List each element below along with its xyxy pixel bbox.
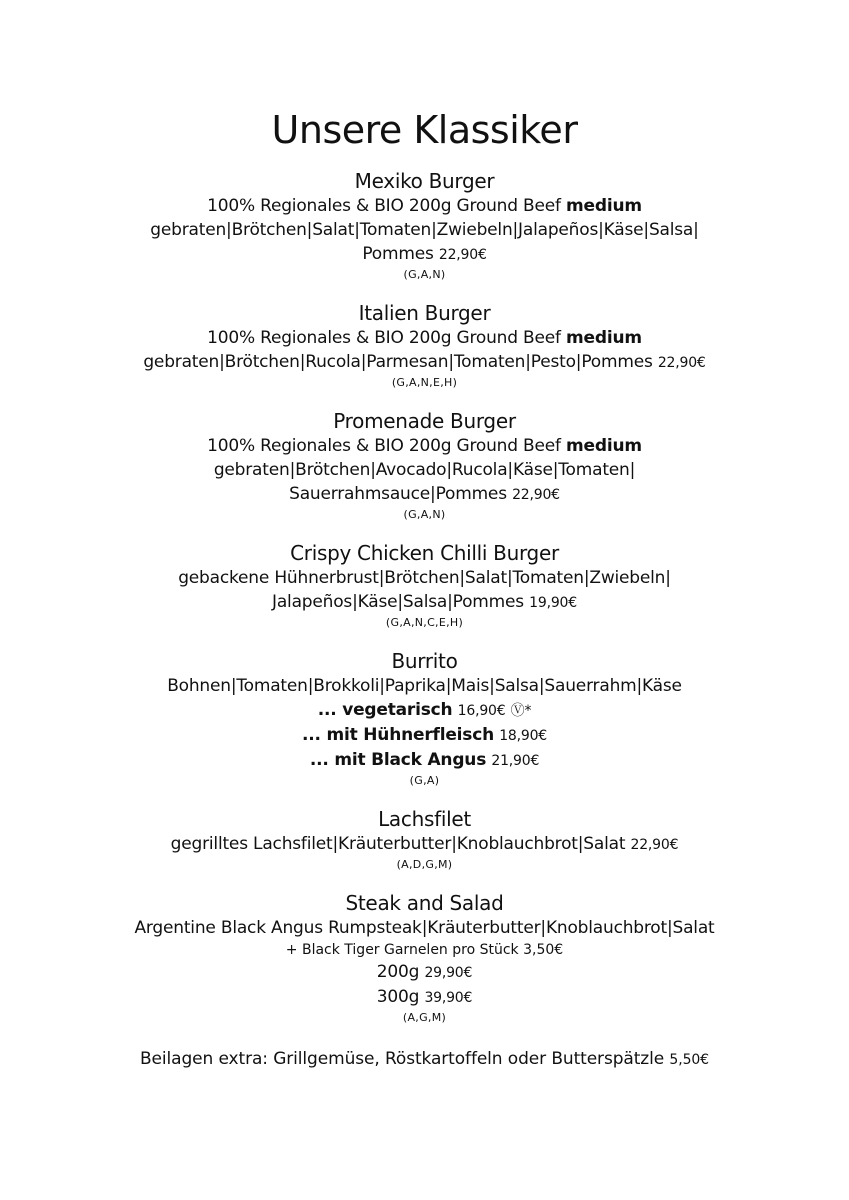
- item-price: 22,90€: [630, 837, 679, 853]
- vegan-icon: Ⓥ*: [510, 703, 532, 719]
- item-allergens: (G,A,N): [403, 508, 446, 521]
- item-description: gebraten|Brötchen|Avocado|Rucola|Käse|Tomaten|: [213, 460, 636, 480]
- item-allergens: (G,A,N): [403, 268, 446, 281]
- item-price: 29,90€: [424, 965, 473, 981]
- sides-footer: Beilagen extra: Grillgemüse, Röstkartoffeln oder Butterspätzle 5,50€: [139, 1049, 709, 1069]
- item-description: Jalapeños|Käse|Salsa|Pommes 19,90€: [272, 592, 577, 612]
- menu-item-lachsfilet: [0, 806, 849, 872]
- item-price: 22,90€: [512, 487, 560, 503]
- item-description: Argentine Black Angus Rumpsteak|Kräuterbutter|Knoblauchbrot|Salat: [134, 918, 715, 938]
- item-name: Burrito: [391, 649, 458, 673]
- item-extra: + Black Tiger Garnelen pro Stück 3,50€: [285, 942, 564, 958]
- menu-item-steak-and-salad: [0, 890, 849, 1025]
- steak-size-300g: 300g 39,90€: [376, 987, 473, 1007]
- item-allergens: (A,D,G,M): [396, 858, 453, 871]
- menu-item-promenade-burger: [0, 408, 849, 522]
- burrito-option-black-angus: ... mit Black Angus 21,90€: [309, 750, 540, 770]
- menu-item-burrito: [0, 648, 849, 788]
- burrito-option-vegetarisch: ... vegetarisch 16,90€ Ⓥ*: [317, 700, 532, 720]
- item-price: 22,90€: [657, 355, 706, 371]
- item-name: Crispy Chicken Chilli Burger: [290, 541, 559, 565]
- item-description: 100% Regionales & BIO 200g Ground Beef medium: [207, 328, 642, 348]
- page-title: Unsere Klassiker: [271, 108, 578, 152]
- item-price: 21,90€: [491, 753, 540, 769]
- menu-item-italien-burger: [0, 300, 849, 390]
- burrito-option-huehnerfleisch: ... mit Hühnerfleisch 18,90€: [301, 725, 548, 745]
- item-description: gebackene Hühnerbrust|Brötchen|Salat|Tomaten|Zwiebeln|: [178, 568, 671, 588]
- item-allergens: (G,A,N,C,E,H): [385, 616, 464, 629]
- item-description: Sauerrahmsauce|Pommes 22,90€: [289, 484, 560, 504]
- item-name: Promenade Burger: [333, 409, 516, 433]
- item-description: gebraten|Brötchen|Salat|Tomaten|Zwiebeln|Jalapeños|Käse|Salsa|: [150, 220, 699, 240]
- item-allergens: (G,A,N,E,H): [391, 376, 458, 389]
- item-description: Bohnen|Tomaten|Brokkoli|Paprika|Mais|Salsa|Sauerrahm|Käse: [167, 676, 682, 696]
- item-name: Mexiko Burger: [354, 169, 495, 193]
- item-price: 39,90€: [424, 990, 473, 1006]
- item-description: 100% Regionales & BIO 200g Ground Beef medium: [207, 196, 642, 216]
- item-name: Steak and Salad: [345, 891, 504, 915]
- item-allergens: (A,G,M): [402, 1011, 447, 1024]
- item-price: 22,90€: [438, 247, 487, 263]
- item-price: 16,90€: [457, 703, 506, 719]
- item-description: gebraten|Brötchen|Rucola|Parmesan|Tomaten|Pesto|Pommes 22,90€: [143, 352, 706, 372]
- item-description: gegrilltes Lachsfilet|Kräuterbutter|Knoblauchbrot|Salat 22,90€: [170, 834, 679, 854]
- item-allergens: (G,A): [409, 774, 440, 787]
- menu-item-crispy-chicken-chilli-burger: [0, 540, 849, 630]
- menu-item-mexiko-burger: [0, 168, 849, 282]
- item-description: 100% Regionales & BIO 200g Ground Beef medium: [207, 436, 642, 456]
- item-price: 18,90€: [499, 728, 548, 744]
- item-price: 19,90€: [529, 595, 577, 611]
- sides-price: 5,50€: [669, 1052, 709, 1068]
- steak-size-200g: 200g 29,90€: [376, 962, 473, 982]
- item-name: Italien Burger: [358, 301, 491, 325]
- item-name: Lachsfilet: [378, 807, 471, 831]
- item-description: Pommes 22,90€: [362, 244, 487, 264]
